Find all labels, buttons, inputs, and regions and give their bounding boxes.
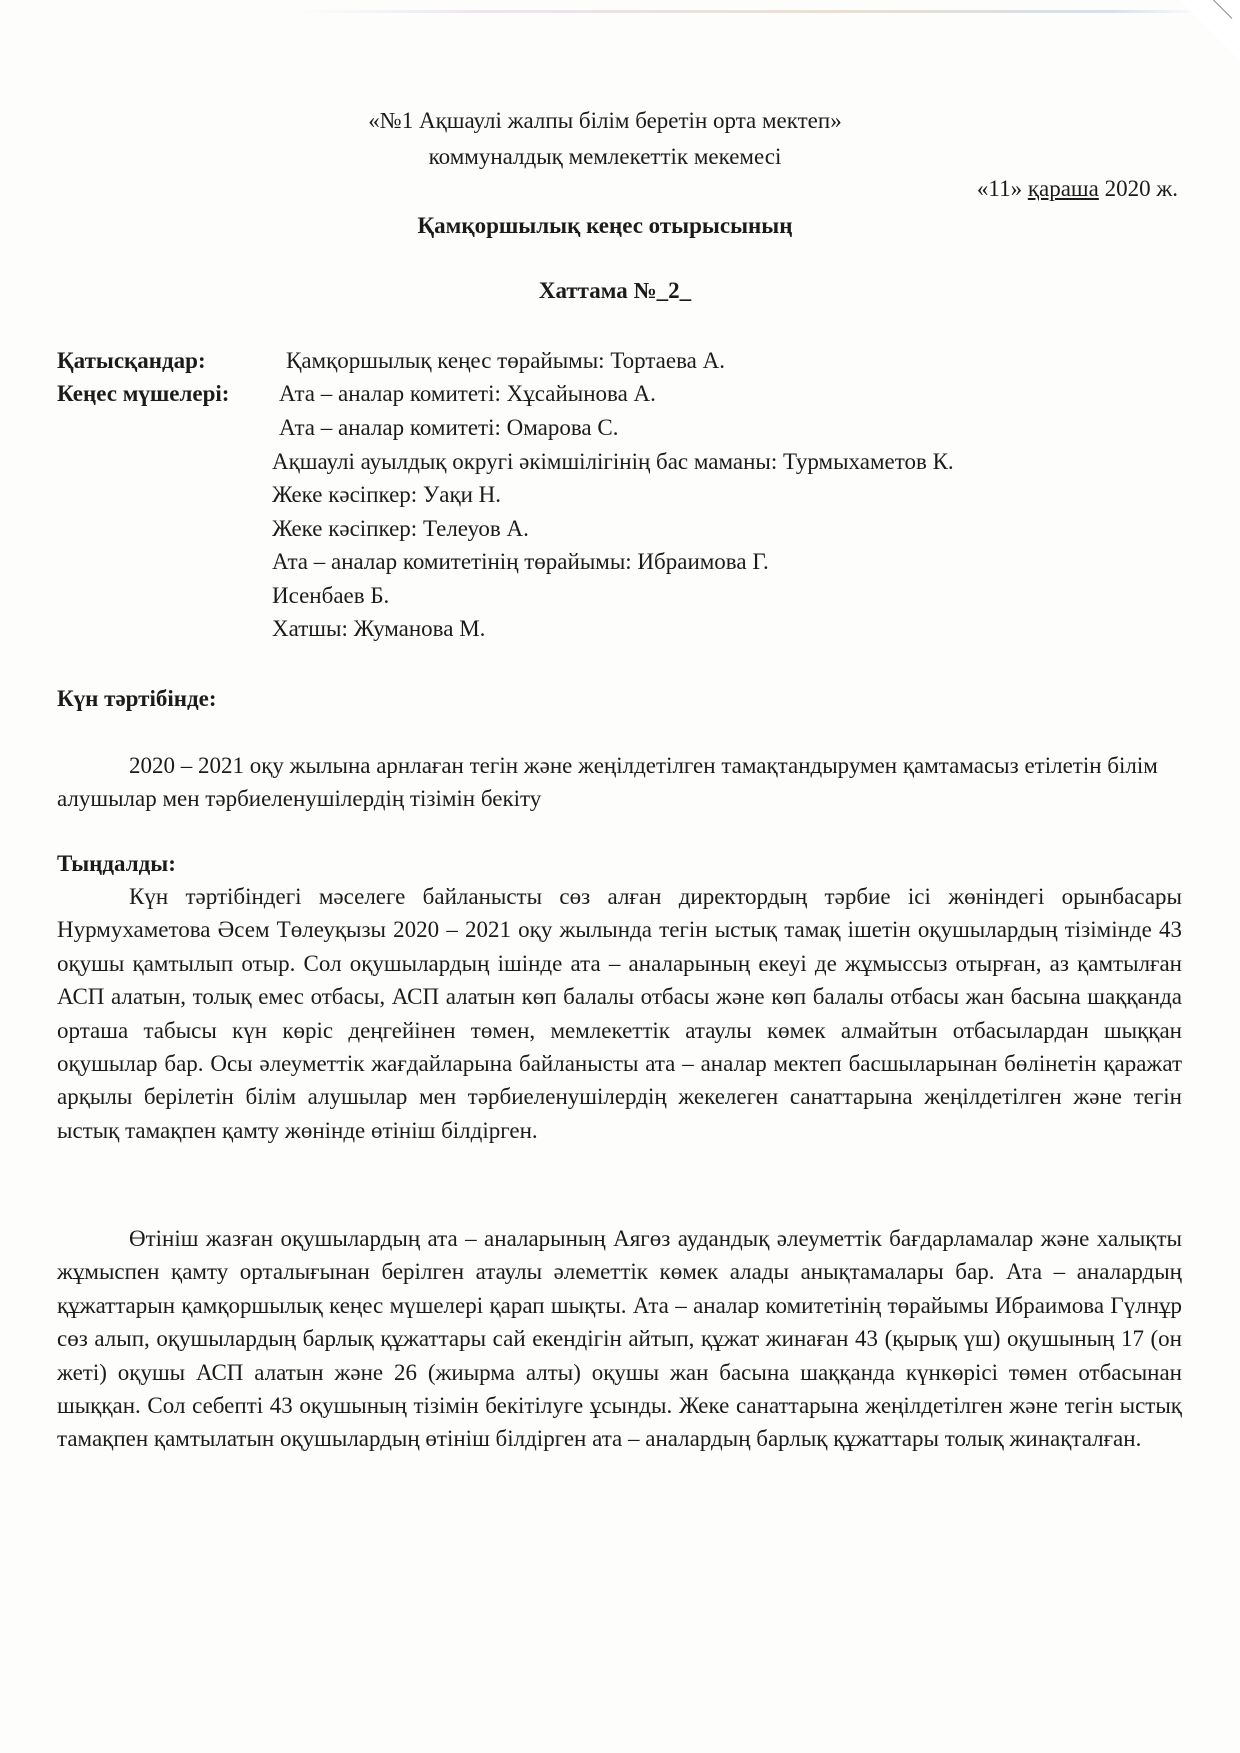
folded-corner (1180, 0, 1240, 60)
present-label: Қатысқандар: (57, 348, 206, 373)
member-item: Исенбаев Б. (272, 583, 390, 608)
member-item: Ата – аналар комитеті: Омарова С. (279, 415, 619, 440)
date-day: «11» (976, 176, 1023, 201)
member-item: Ата – аналар комитеті: Хұсайынова А. (279, 381, 656, 406)
member-item: Ата – аналар комитетінің төрайымы: Ибраимова Г. (272, 549, 769, 574)
member-item: Жеке кәсіпкер: Уақи Н. (272, 482, 502, 507)
date-year: 2020 ж. (1104, 176, 1178, 201)
member-item: Хатшы: Жуманова М. (272, 616, 486, 641)
protocol-title: Хаттама №_2_ (538, 278, 692, 303)
heard-paragraph: Өтініш жазған оқушылардың ата – аналарының Аягөз аудандық әлеуметтік бағдарламалар және халықты жұмыспен қамту орталығынан берілген атаулы әлеметтік көмек алады анықтамалары бар. Ата – аналардың құжаттарын қамқоршылық кеңес мүшелері қарап шықты. Ата – аналар комитетінің төрайымы Ибраимова Гүлнұр сөз алып, оқушылардың барлық құжаттары сай екендігін айтып, құжат жинаған 43 (қырық үш) оқушының 17 (он жеті) оқушы АСП алатын және 26 (жиырма алты) оқушы жан басына шаққанда күнкөрісі төмен отбасынан шыққан. Сол себепті 43 оқушының тізімін бекітілуге ұсынды. Жеке санаттарына жеңілдетілген және тегін ыстық тамақпен қамтылатын оқушылардың өтініш білдірген ата – аналардың барлық құжаттары толық жинақталған. (57, 1226, 1182, 1452)
organization-name: «№1 Ақшаулі жалпы білім беретін орта мектеп» (368, 108, 842, 133)
heard-paragraph: Күн тәртібіндегі мәселеге байланысты сөз алған директордың тәрбие ісі жөніндегі орынбасары Нурмухаметова Әсем Төлеуқызы 2020 – 2021 оқу жылында тегін ыстық тамақ ішетін оқушылардың тізімінде 43 оқушы қамтылып отыр. Сол оқушылардың ішінде ата – аналарының екеуі де жұмыссыз отырған, аз қамтылған АСП алатын, толық емес отбасы, АСП алатын көп балалы отбасы және көп балалы отбасы жан басына шаққанда орташа табысы күн көріс деңгейінен төмен, мемлекеттік атаулы көмек алмайтын отбасылардан шыққан оқушылар бар. Осы әлеуметтік жағдайларына байланысты ата – аналар мектеп басшыларынан бөлінетін қаражат арқылы берілетін білім алушылар мен тәрбиеленушілердің жекелеген санаттарына жеңілдетілген және тегін ыстық тамақпен қамту жөнінде өтініш білдірген. (57, 884, 1182, 1143)
heard-label: Тыңдалды: (57, 851, 176, 876)
member-item: Ақшаулі ауылдық округі әкімшілігінің бас маманы: Турмыхаметов К. (272, 449, 954, 474)
scan-top-edge (300, 10, 1200, 13)
members-label: Кеңес мүшелері: (57, 381, 230, 406)
council-chair: Қамқоршылық кеңес төрайымы: Тортаева А. (286, 348, 725, 373)
session-title: Қамқоршылық кеңес отырысының (417, 213, 793, 238)
agenda-label: Күн тәртібінде: (57, 686, 217, 711)
date-month: қараша (1027, 176, 1099, 201)
member-item: Жеке кәсіпкер: Телеуов А. (272, 516, 529, 541)
document-date (977, 176, 1178, 202)
organization-type: коммуналдық мемлекеттік мекемесі (428, 144, 782, 169)
agenda-text: 2020 – 2021 оқу жылына арнлаған тегін және жеңілдетілген тамақтандырумен қамтамасыз етілетін білім алушылар мен тәрбиеленушілердің тізімін бекіту (57, 753, 1158, 811)
